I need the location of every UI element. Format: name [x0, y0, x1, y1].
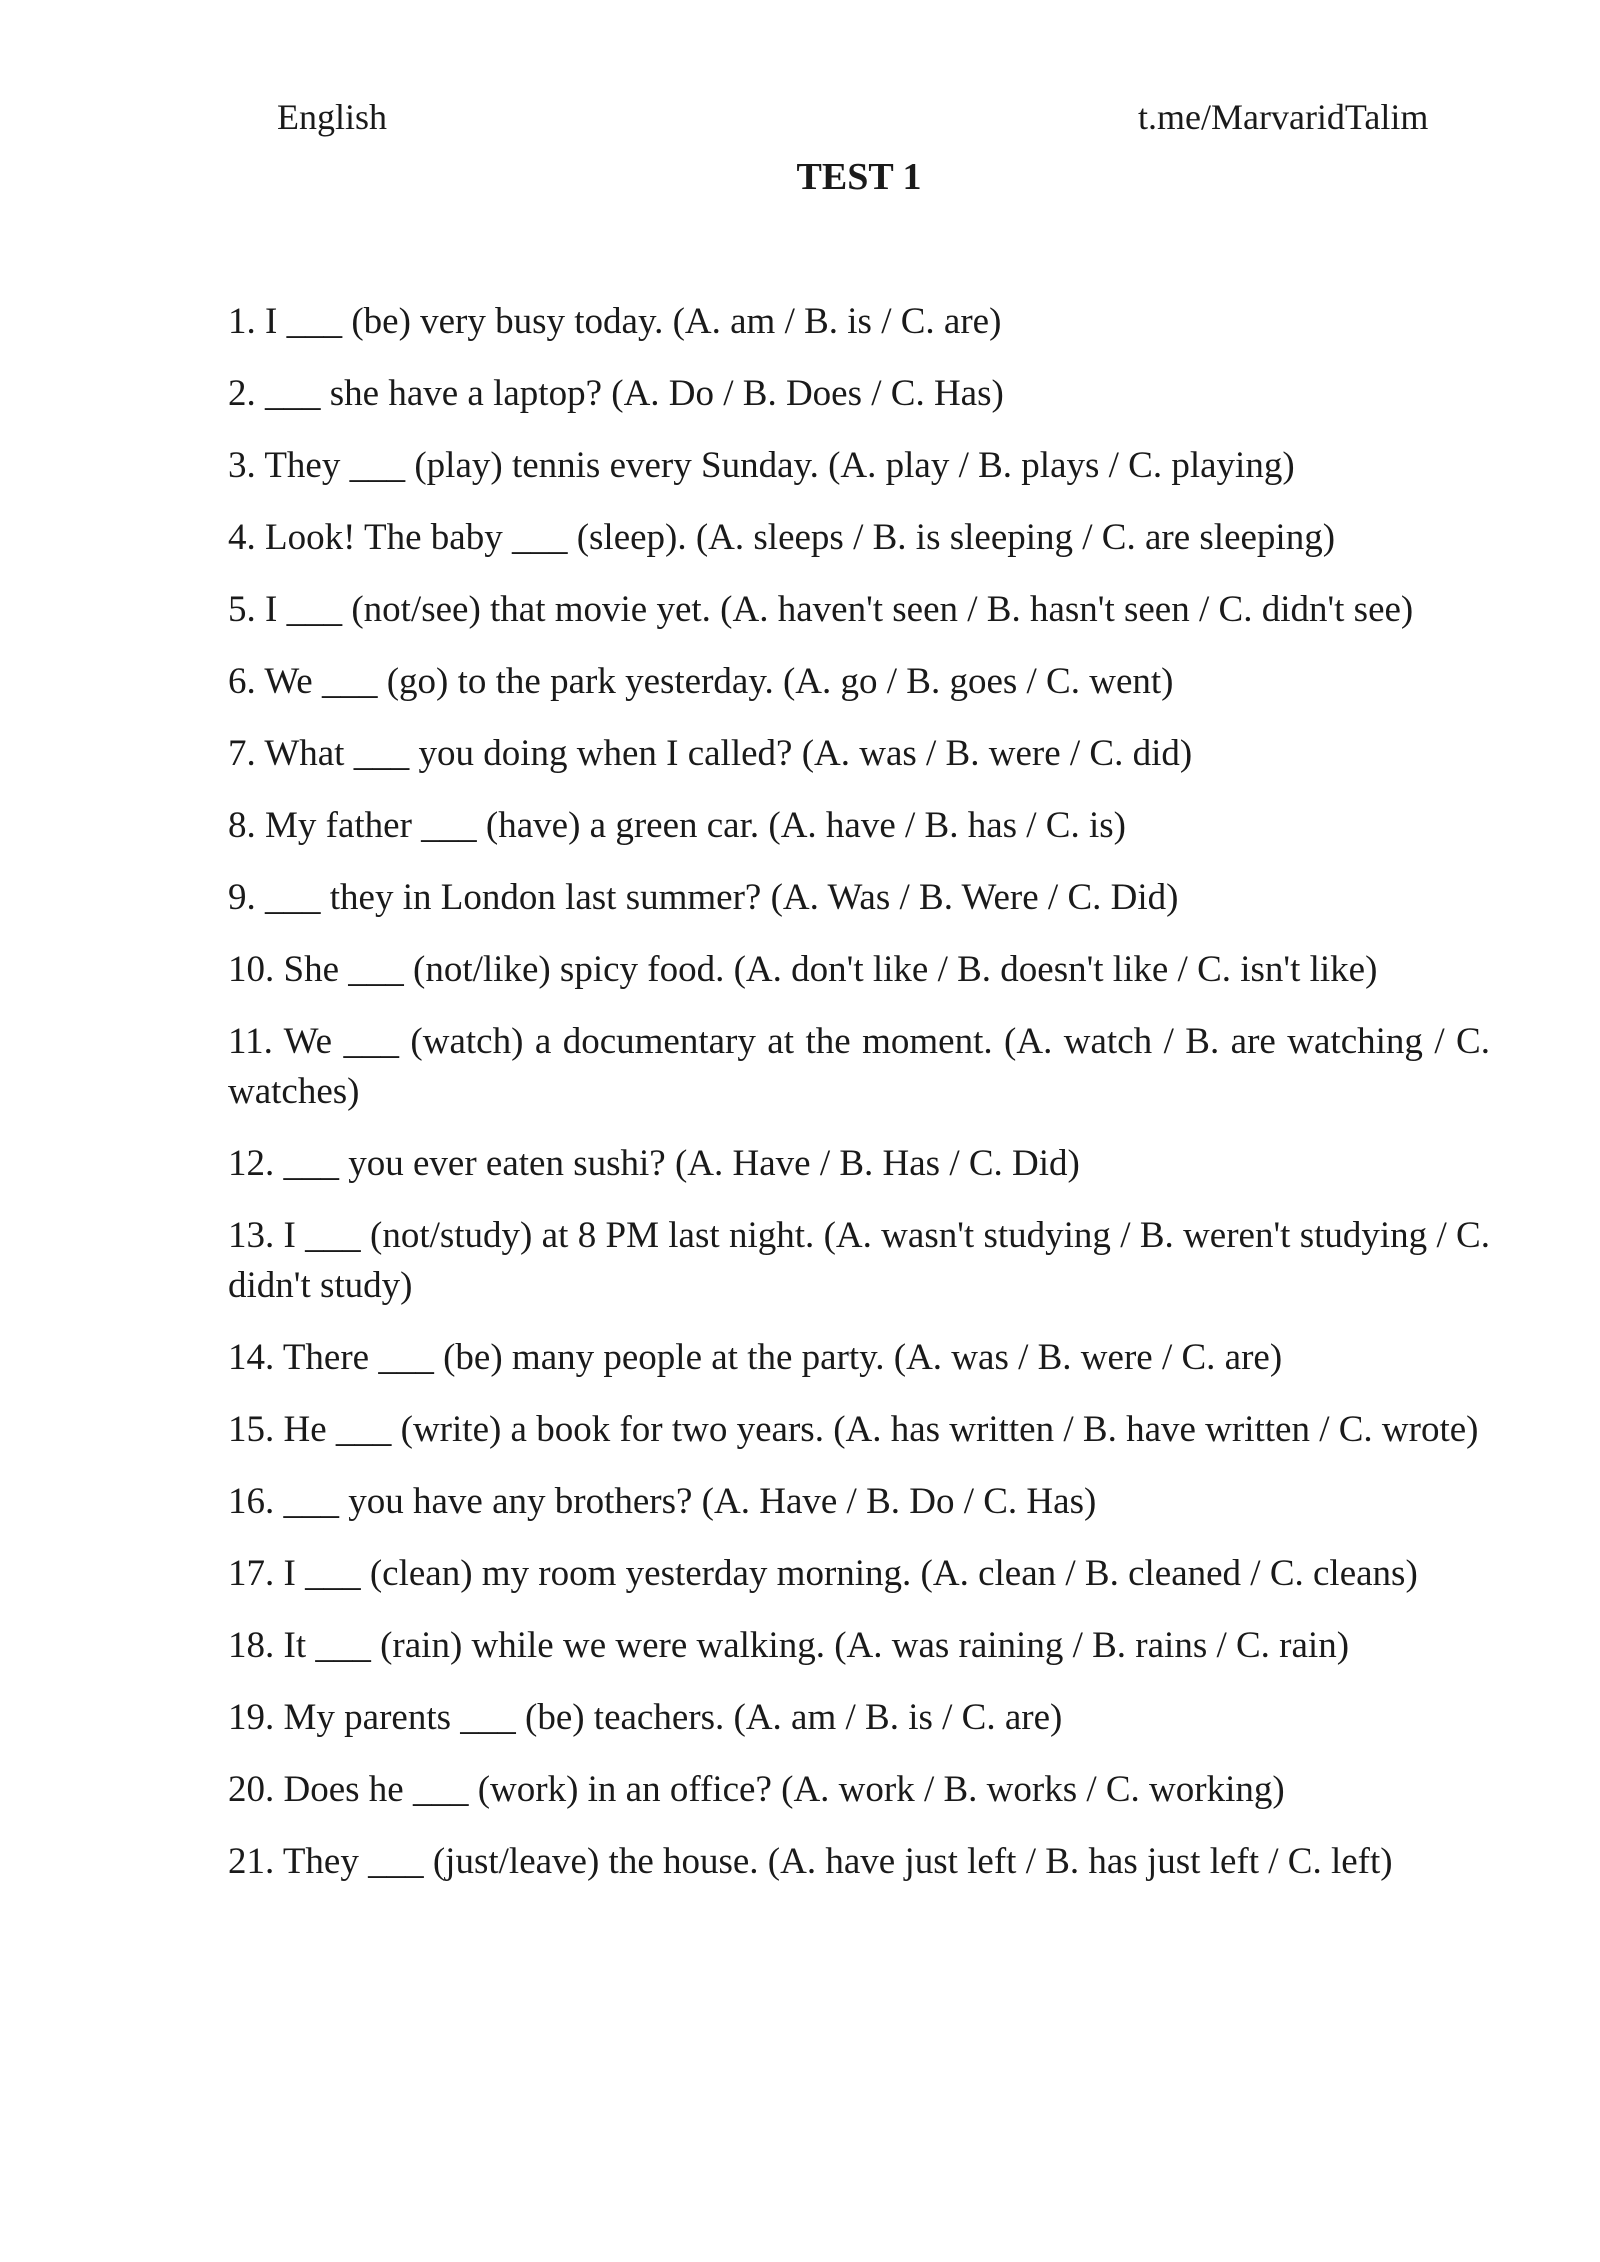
question-item: 19. My parents ___ (be) teachers. (A. am / B. is / C. are): [228, 1697, 1063, 1738]
question-item: 14. There ___ (be) many people at the party. (A. was / B. were / C. are): [228, 1337, 1283, 1378]
question-item: 10. She ___ (not/like) spicy food. (A. don't like / B. doesn't like / C. isn't like): [228, 949, 1378, 990]
header-subject: English: [277, 97, 388, 137]
question-item: 7. What ___ you doing when I called? (A. was / B. were / C. did): [228, 733, 1193, 774]
question-item: 16. ___ you have any brothers? (A. Have / B. Do / C. Has): [228, 1481, 1097, 1522]
question-item: 13. I ___ (not/study) at 8 PM last night. (A. wasn't studying / B. weren't studying / C. didn't study): [228, 1215, 1490, 1306]
question-item: 4. Look! The baby ___ (sleep). (A. sleeps / B. is sleeping / C. are sleeping): [228, 517, 1336, 558]
question-item: 6. We ___ (go) to the park yesterday. (A. go / B. goes / C. went): [228, 661, 1174, 702]
question-item: 3. They ___ (play) tennis every Sunday. (A. play / B. plays / C. playing): [228, 445, 1295, 486]
question-item: 2. ___ she have a laptop? (A. Do / B. Does / C. Has): [228, 373, 1004, 414]
question-item: 9. ___ they in London last summer? (A. Was / B. Were / C. Did): [228, 877, 1179, 918]
question-item: 21. They ___ (just/leave) the house. (A. have just left / B. has just left / C. left): [228, 1841, 1393, 1882]
question-item: 18. It ___ (rain) while we were walking. (A. was raining / B. rains / C. rain): [228, 1625, 1350, 1666]
question-item: 5. I ___ (not/see) that movie yet. (A. haven't seen / B. hasn't seen / C. didn't see): [228, 589, 1414, 630]
question-list: [228, 297, 1490, 1909]
question-item: 20. Does he ___ (work) in an office? (A. work / B. works / C. working): [228, 1769, 1285, 1810]
question-item: 17. I ___ (clean) my room yesterday morning. (A. clean / B. cleaned / C. cleans): [228, 1553, 1418, 1594]
question-item: 1. I ___ (be) very busy today. (A. am / B. is / C. are): [228, 301, 1002, 342]
question-item: 15. He ___ (write) a book for two years. (A. has written / B. have written / C. wrote): [228, 1409, 1479, 1450]
question-item: 11. We ___ (watch) a documentary at the moment. (A. watch / B. are watching / C. watches): [228, 1021, 1490, 1112]
header-channel-link: t.me/MarvaridTalim: [1138, 97, 1429, 137]
question-item: 8. My father ___ (have) a green car. (A. have / B. has / C. is): [228, 805, 1126, 846]
question-item: 12. ___ you ever eaten sushi? (A. Have / B. Has / C. Did): [228, 1143, 1080, 1184]
page-title: TEST 1: [796, 156, 922, 198]
